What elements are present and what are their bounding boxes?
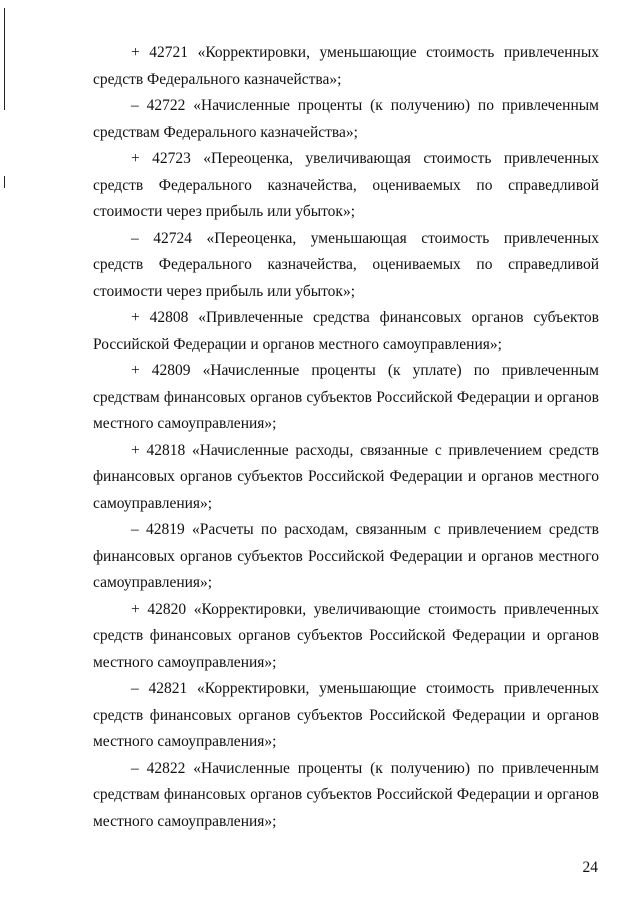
paragraph: – 42822 «Начисленные проценты (к получению) по привлеченным средствам финансовых органов субъектов Российской Федерации и органов местного самоуправления»; bbox=[93, 759, 599, 830]
paragraph: + 42820 «Корректировки, увеличивающие стоимость привлеченных средств финансовых органов субъектов Российской Федерации и органов местного самоуправления»; bbox=[93, 600, 599, 671]
paragraph: – 42724 «Переоценка, уменьшающая стоимость привлеченных средств Федерального казначейства, оцениваемых по справедливой стоимости через прибыль или убыток»; bbox=[93, 229, 599, 300]
paragraph: – 42819 «Расчеты по расходам, связанным с привлечением средств финансовых органов субъектов Российской Федерации и органов местного самоуправления»; bbox=[93, 521, 599, 591]
paragraph: + 42809 «Начисленные проценты (к уплате) по привлеченным средствам финансовых органов субъектов Российской Федерации и органов местного самоуправления»; bbox=[93, 362, 599, 432]
margin-mark-line bbox=[4, 8, 5, 110]
paragraph: + 42818 «Начисленные расходы, связанные с привлечением средств финансовых органов субъектов Российской Федерации и органов местного самоуправления»; bbox=[93, 441, 599, 512]
paragraph: + 42808 «Привлеченные средства финансовых органов субъектов Российской Федерации и органов местного самоуправления»; bbox=[93, 309, 599, 353]
paragraph: – 42821 «Корректировки, уменьшающие стоимость привлеченных средств финансовых органов субъектов Российской Федерации и органов местного самоуправления»; bbox=[93, 680, 599, 750]
paragraph: + 42723 «Переоценка, увеличивающая стоимость привлеченных средств Федерального казначейства, оцениваемых по справедливой стоимости через прибыль или убыток»; bbox=[93, 150, 599, 220]
document-body bbox=[93, 40, 599, 835]
page-number: 24 bbox=[582, 859, 598, 876]
paragraph: – 42722 «Начисленные проценты (к получению) по привлеченным средствам Федерального казначейства»; bbox=[93, 97, 599, 141]
margin-mark-line bbox=[4, 176, 5, 188]
paragraph: + 42721 «Корректировки, уменьшающие стоимость привлеченных средств Федерального казначейства»; bbox=[93, 44, 599, 88]
